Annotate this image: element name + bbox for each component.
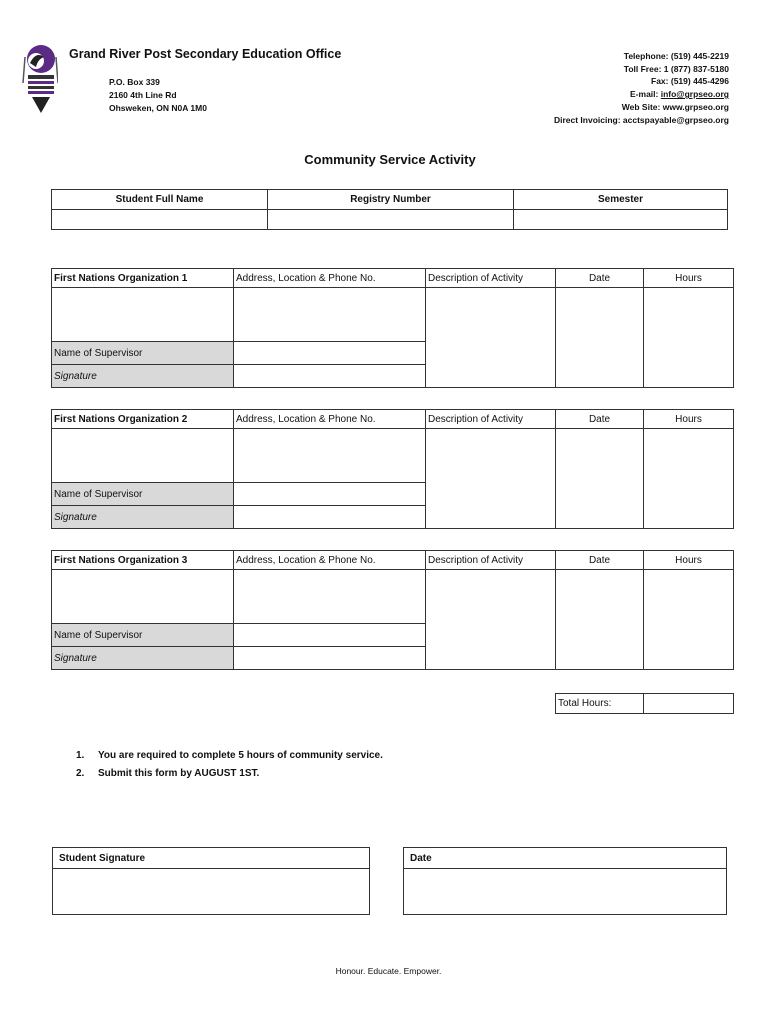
org-1-hours-header: Hours (644, 269, 734, 288)
org-3-signature-label: Signature (52, 647, 234, 670)
org-3-address-header: Address, Location & Phone No. (234, 551, 426, 570)
instruction-item: 2. Submit this form by AUGUST 1ST. (76, 768, 260, 779)
org-2-description-header: Description of Activity (426, 410, 556, 429)
student-info-table (51, 189, 728, 230)
org-1-date-field[interactable] (556, 288, 644, 388)
email-link[interactable]: info@grpseo.org (660, 89, 729, 100)
org-3-date-header: Date (556, 551, 644, 570)
contact-fax: Fax: (519) 445-4296 (651, 76, 729, 87)
org-1-supervisor-label: Name of Supervisor (52, 342, 234, 365)
address-line-3: Ohsweken, ON N0A 1M0 (109, 103, 207, 113)
org-name: Grand River Post Secondary Education Office (69, 47, 342, 61)
org-2-address-field[interactable] (234, 429, 426, 483)
org-2-signature-label: Signature (52, 506, 234, 529)
org-1-signature-field[interactable] (234, 365, 426, 388)
org-2-address-header: Address, Location & Phone No. (234, 410, 426, 429)
registry-number-field[interactable] (268, 210, 514, 230)
org-2-title: First Nations Organization 2 (52, 410, 234, 429)
org-1-name-field[interactable] (52, 288, 234, 342)
total-hours-label: Total Hours: (556, 694, 644, 714)
org-3-hours-header: Hours (644, 551, 734, 570)
org-2-name-field[interactable] (52, 429, 234, 483)
org-3-name-field[interactable] (52, 570, 234, 624)
org-3-description-header: Description of Activity (426, 551, 556, 570)
org-1-address-field[interactable] (234, 288, 426, 342)
org-2-description-field[interactable] (426, 429, 556, 529)
contact-toll-free: Toll Free: 1 (877) 837-5180 (623, 63, 729, 74)
student-signature-box (52, 847, 370, 915)
org-1-description-header: Description of Activity (426, 269, 556, 288)
registry-number-header: Registry Number (268, 190, 514, 210)
semester-header: Semester (514, 190, 728, 210)
org-1-address-header: Address, Location & Phone No. (234, 269, 426, 288)
org-1-signature-label: Signature (52, 365, 234, 388)
org-3-title: First Nations Organization 3 (52, 551, 234, 570)
org-section-1 (51, 268, 734, 388)
org-3-description-field[interactable] (426, 570, 556, 670)
date-label: Date (404, 848, 727, 869)
org-2-supervisor-label: Name of Supervisor (52, 483, 234, 506)
org-3-date-field[interactable] (556, 570, 644, 670)
org-2-signature-field[interactable] (234, 506, 426, 529)
org-1-supervisor-field[interactable] (234, 342, 426, 365)
org-2-date-header: Date (556, 410, 644, 429)
date-box (403, 847, 727, 915)
org-3-signature-field[interactable] (234, 647, 426, 670)
contact-telephone: Telephone: (519) 445-2219 (623, 51, 729, 61)
org-2-hours-header: Hours (644, 410, 734, 429)
total-hours-field[interactable] (644, 694, 734, 714)
student-name-header: Student Full Name (52, 190, 268, 210)
grpseo-logo (22, 43, 58, 119)
instructions-list (76, 747, 383, 783)
student-signature-label: Student Signature (53, 848, 370, 869)
address-line-2: 2160 4th Line Rd (109, 90, 177, 100)
address-line-1: P.O. Box 339 (109, 77, 160, 87)
contact-email: E-mail: info@grpseo.org (630, 89, 729, 100)
org-3-hours-field[interactable] (644, 570, 734, 670)
form-title: Community Service Activity (304, 152, 476, 167)
date-field[interactable] (404, 869, 727, 915)
semester-field[interactable] (514, 210, 728, 230)
org-2-date-field[interactable] (556, 429, 644, 529)
instruction-item: 1. You are required to complete 5 hours of community service. (76, 750, 383, 761)
contact-website: Web Site: www.grpseo.org (621, 101, 729, 112)
contact-direct-invoicing: Direct Invoicing: acctspayable@grpseo.org (553, 114, 729, 125)
org-1-title: First Nations Organization 1 (52, 269, 234, 288)
org-3-supervisor-field[interactable] (234, 624, 426, 647)
org-1-description-field[interactable] (426, 288, 556, 388)
org-3-supervisor-label: Name of Supervisor (52, 624, 234, 647)
footer-tagline: Honour. Educate. Empower. (335, 966, 442, 976)
org-2-supervisor-field[interactable] (234, 483, 426, 506)
org-3-address-field[interactable] (234, 570, 426, 624)
contact-block (554, 50, 729, 126)
student-signature-field[interactable] (53, 869, 370, 915)
org-section-2 (51, 409, 734, 529)
org-section-3 (51, 550, 734, 670)
student-name-field[interactable] (52, 210, 268, 230)
org-2-hours-field[interactable] (644, 429, 734, 529)
org-1-date-header: Date (556, 269, 644, 288)
total-hours-table (555, 693, 734, 714)
org-1-hours-field[interactable] (644, 288, 734, 388)
